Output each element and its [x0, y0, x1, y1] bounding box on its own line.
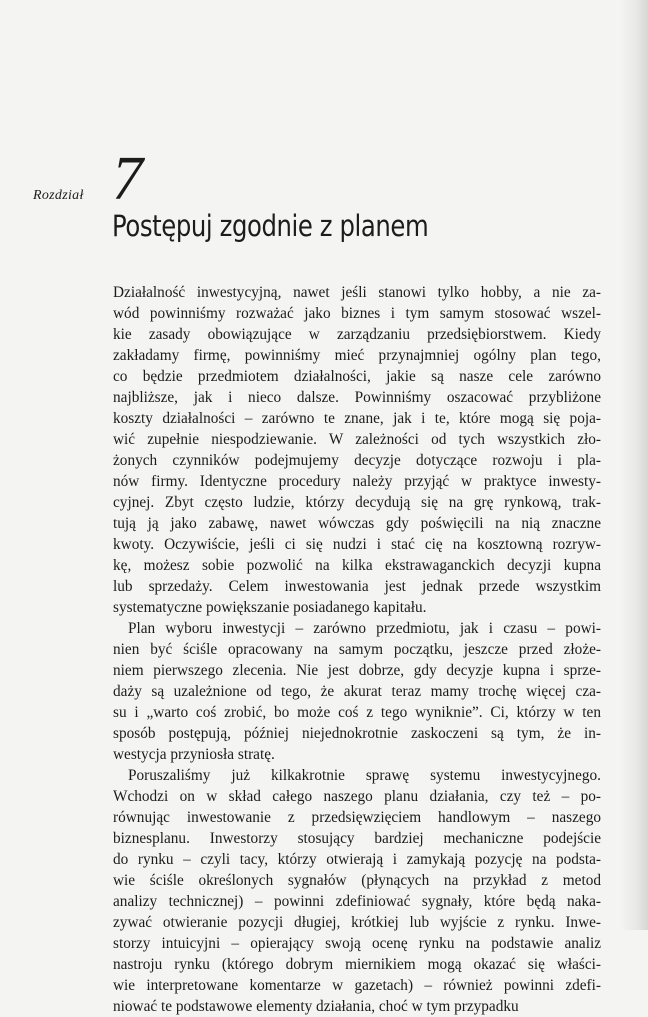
text-line: najbliższe, jak i nieco dalsze. Powinniśmy oszacować przybliżone — [113, 389, 601, 406]
text-line: niem pierwszego zlecenia. Nie jest dobrze, gdy decyzje kupna i sprze- — [113, 662, 601, 679]
text-line: Plan wyboru inwestycji – zarówno przedmiotu, jak i czasu – powi- — [128, 620, 601, 637]
text-line: wód powinniśmy rozważać jako biznes i tym samym stosować wszel- — [113, 305, 601, 322]
chapter-title: Postępuj zgodnie z planem — [112, 209, 429, 243]
text-line: nów firmy. Identyczne procedury należy przyjąć w praktyce inwesty- — [113, 473, 601, 490]
body-text — [113, 282, 601, 1017]
text-line: niować te podstawowe elementy działania, choć w tym przypadku — [113, 998, 519, 1015]
text-line: westycja przyniosła stratę. — [113, 746, 275, 763]
text-line: analizy technicznej) – powinni zdefiniować sygnały, które będą naka- — [113, 893, 601, 910]
chapter-number: 7 — [112, 145, 143, 213]
text-line: zywać otwieranie pozycji długiej, krótkiej lub wyjście z rynku. Inwe- — [113, 914, 601, 931]
text-line: systematyczne powiększanie posiadanego kapitału. — [113, 599, 427, 616]
text-line: Poruszaliśmy już kilkakrotnie sprawę systemu inwestycyjnego. — [128, 767, 601, 784]
text-line: nastroju rynku (którego dobrym miernikiem mogą okazać się właści- — [113, 956, 601, 973]
page-edge-shadow — [620, 0, 648, 930]
text-line: żonych czynników podejmujemy decyzje dotyczące rozwoju i pla- — [113, 452, 601, 469]
text-line: nien być ściśle opracowany na samym początku, jeszcze przed złoże- — [113, 641, 601, 658]
text-line: do rynku – czyli tacy, którzy otwierają i zamykają pozycję na podsta- — [113, 851, 601, 868]
chapter-label: Rozdział — [33, 188, 84, 203]
text-line: sposób postępują, później niejednokrotnie zaskoczeni są tym, że in- — [113, 725, 601, 742]
text-line: zakładamy firmę, powinniśmy mieć przynajmniej ogólny plan tego, — [113, 347, 601, 364]
text-line: biznesplanu. Inwestorzy stosujący bardziej mechaniczne podejście — [113, 830, 601, 847]
text-line: storzy intuicyjni – opierający swoją ocenę rynku na podstawie analiz — [113, 935, 601, 952]
text-line: Działalność inwestycyjną, nawet jeśli stanowi tylko hobby, a nie za- — [113, 284, 601, 301]
text-line: koszty działalności – zarówno te znane, jak i te, które mogą się poja- — [113, 410, 601, 427]
text-line: wić zupełnie niespodziewanie. W zależności od tych wszystkich zło- — [113, 431, 601, 448]
text-line: kie zasady obowiązujące w zarządzaniu przedsiębiorstwem. Kiedy — [113, 326, 601, 343]
text-line: Wchodzi on w skład całego naszego planu działania, czy też – po- — [113, 788, 601, 805]
text-line: równując inwestowanie z przedsięwzięciem handlowym – naszego — [113, 809, 601, 826]
text-line: kę, możesz sobie pozwolić na kilka ekstrawaganckich decyzji kupna — [113, 557, 601, 574]
text-line: wie interpretowane komentarze w gazetach) – również powinni zdefi- — [113, 977, 601, 994]
text-line: daży są uzależnione od tego, że akurat teraz mamy trochę więcej cza- — [113, 683, 601, 700]
text-line: kwoty. Oczywiście, jeśli ci się nudzi i stać cię na kosztowną rozryw- — [113, 536, 601, 553]
text-line: lub sprzedaży. Celem inwestowania jest jednak przede wszystkim — [113, 578, 601, 595]
text-line: co będzie przedmiotem działalności, jakie są nasze cele zarówno — [113, 368, 601, 385]
text-line: tują ją jako zabawę, nawet wówczas gdy poświęcili na nią znaczne — [113, 515, 601, 532]
text-line: su i „warto coś zrobić, bo może coś z tego wyniknie”. Ci, którzy w ten — [113, 704, 601, 721]
text-line: cyjnej. Zbyt często ludzie, którzy decydują się na grę rynkową, trak- — [113, 494, 601, 511]
text-line: wie ściśle określonych sygnałów (płynących na przykład z metod — [113, 872, 601, 889]
